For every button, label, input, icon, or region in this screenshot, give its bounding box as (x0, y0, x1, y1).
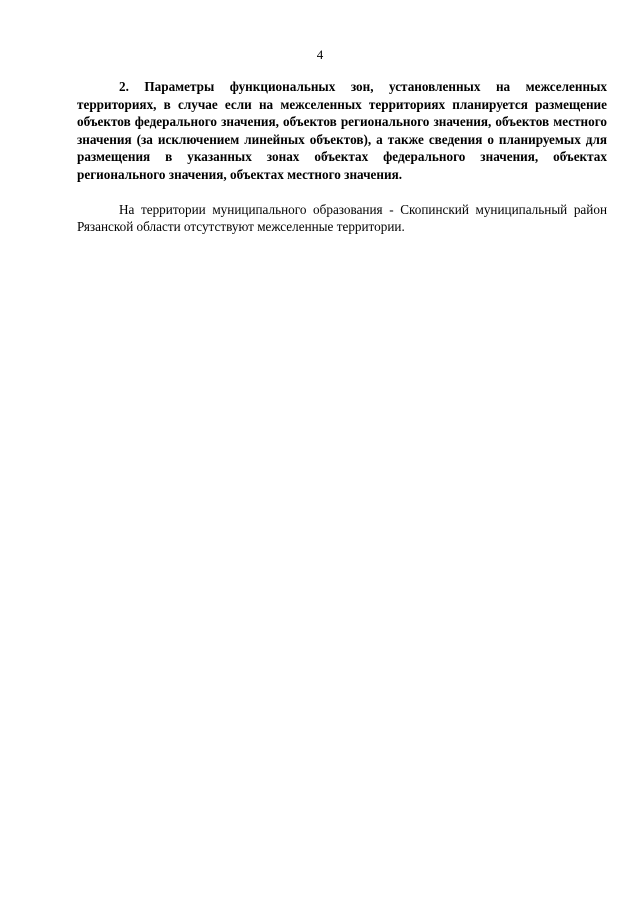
body-paragraph: На территории муниципального образования - Скопинский муниципальный район Рязанской области отсутствуют межселенные территории. (77, 201, 607, 235)
page-number: 4 (316, 47, 324, 62)
document-body (77, 78, 607, 236)
section-heading: 2. Параметры функциональных зон, установленных на межселенных территориях, в случае если на межселенных территориях планируется размещение объектов федерального значения, объектов регионального значения, объектов местного значения (за исключением линейных объектов), а также сведения о планируемых для размещения в указанных зонах объектах федерального значения, объектах регионального значения, объектах местного значения. (77, 79, 607, 182)
